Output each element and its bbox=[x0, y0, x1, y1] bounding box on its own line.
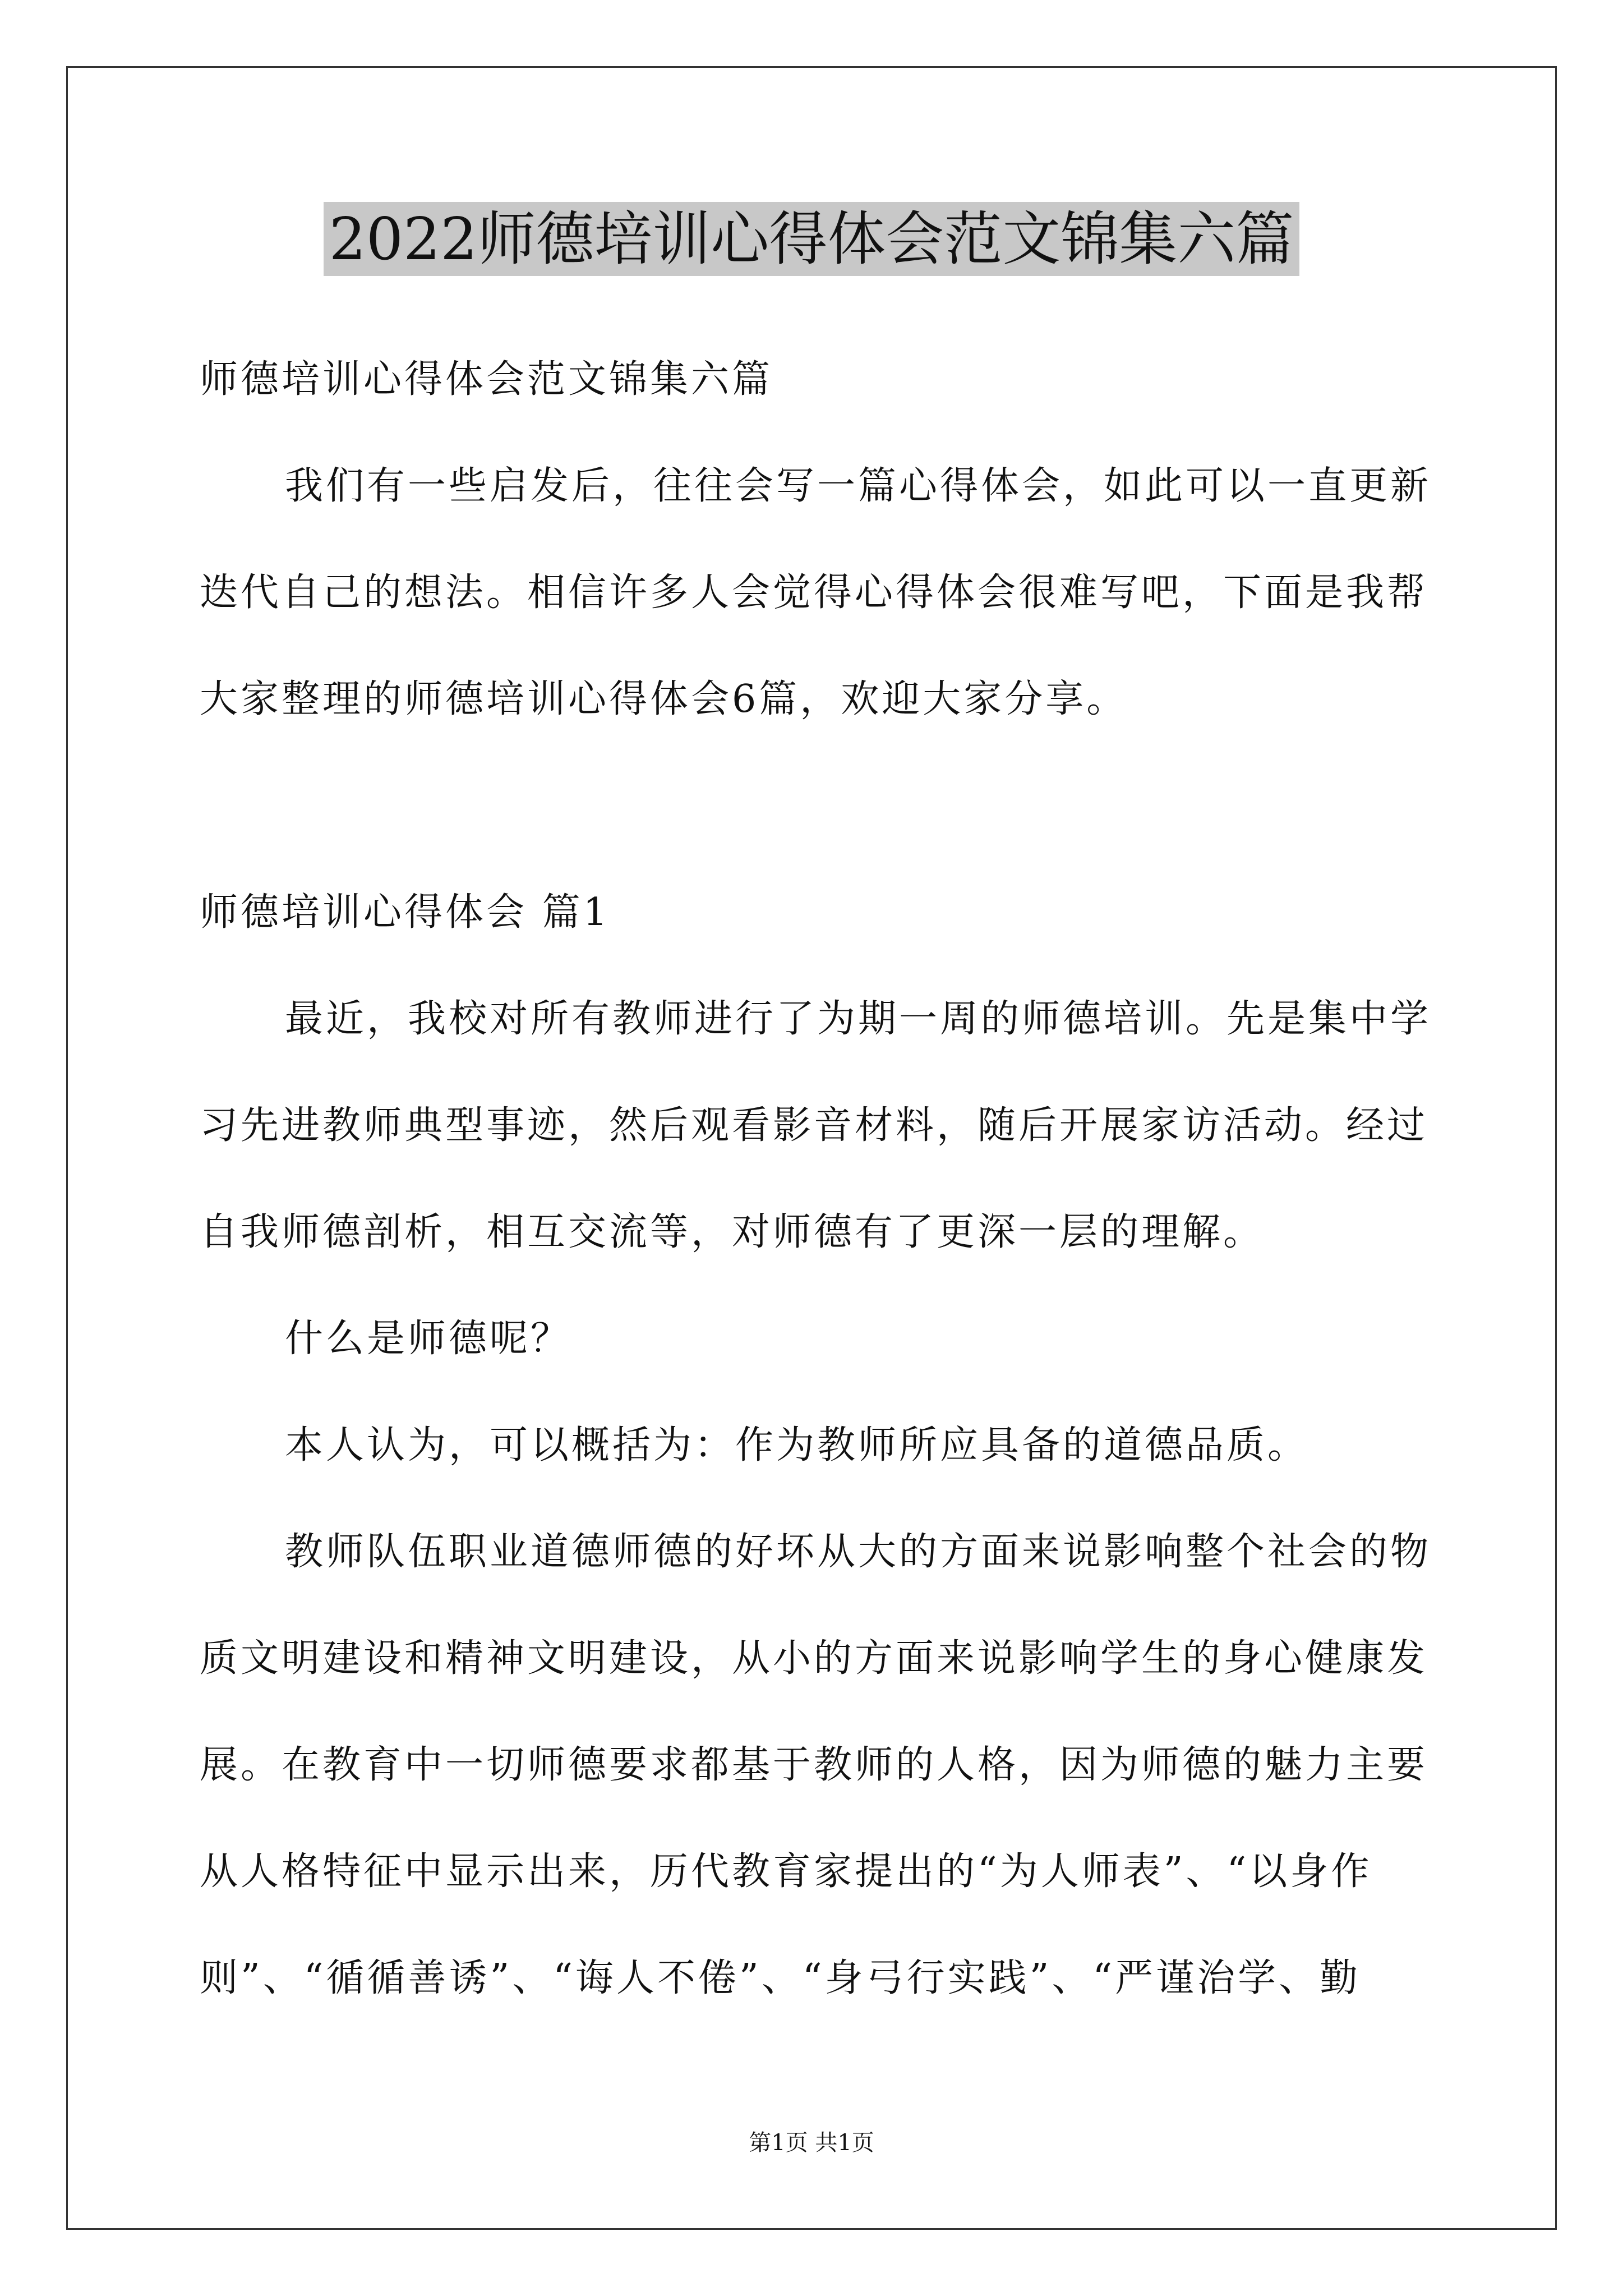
section-heading: 师德培训心得体会 篇1 bbox=[200, 890, 610, 935]
page-footer: 第1页 共1页 bbox=[749, 2130, 874, 2156]
document-title: 2022师德培训心得体会范文锦集六篇 bbox=[324, 202, 1300, 276]
body-line-1: 最近，我校对所有教师进行了为期一周的师德培训。先是集中学 bbox=[285, 997, 1432, 1041]
body-line-2: 习先进教师典型事迹，然后观看影音材料，随后开展家访活动。经过 bbox=[200, 1103, 1428, 1148]
body-line-10: 则”、“循循善诱”、“诲人不倦”、“身弓行实践”、“严谨治学、勤 bbox=[200, 1956, 1361, 2000]
body-line-9: 从人格特征中显示出来，历代教育家提出的“为人师表”、“以身作 bbox=[200, 1849, 1372, 1894]
body-line-4: 什么是师德呢？ bbox=[285, 1317, 572, 1361]
body-line-5: 本人认为，可以概括为：作为教师所应具备的道德品质。 bbox=[285, 1423, 1309, 1467]
body-line-7: 质文明建设和精神文明建设，从小的方面来说影响学生的身心健康发 bbox=[200, 1636, 1428, 1681]
intro-line-2: 迭代自己的想法。相信许多人会觉得心得体会很难写吧，下面是我帮 bbox=[200, 570, 1428, 615]
intro-line-3: 大家整理的师德培训心得体会6篇，欢迎大家分享。 bbox=[200, 677, 1128, 721]
title-container bbox=[0, 202, 1623, 276]
body-line-3: 自我师德剖析，相互交流等，对师德有了更深一层的理解。 bbox=[200, 1210, 1265, 1254]
body-line-6: 教师队伍职业道德师德的好坏从大的方面来说影响整个社会的物 bbox=[285, 1530, 1432, 1574]
subtitle-line: 师德培训心得体会范文锦集六篇 bbox=[200, 357, 773, 402]
intro-line-1: 我们有一些启发后，往往会写一篇心得体会，如此可以一直更新 bbox=[285, 464, 1432, 508]
body-line-8: 展。在教育中一切师德要求都基于教师的人格，因为师德的魅力主要 bbox=[200, 1743, 1428, 1787]
